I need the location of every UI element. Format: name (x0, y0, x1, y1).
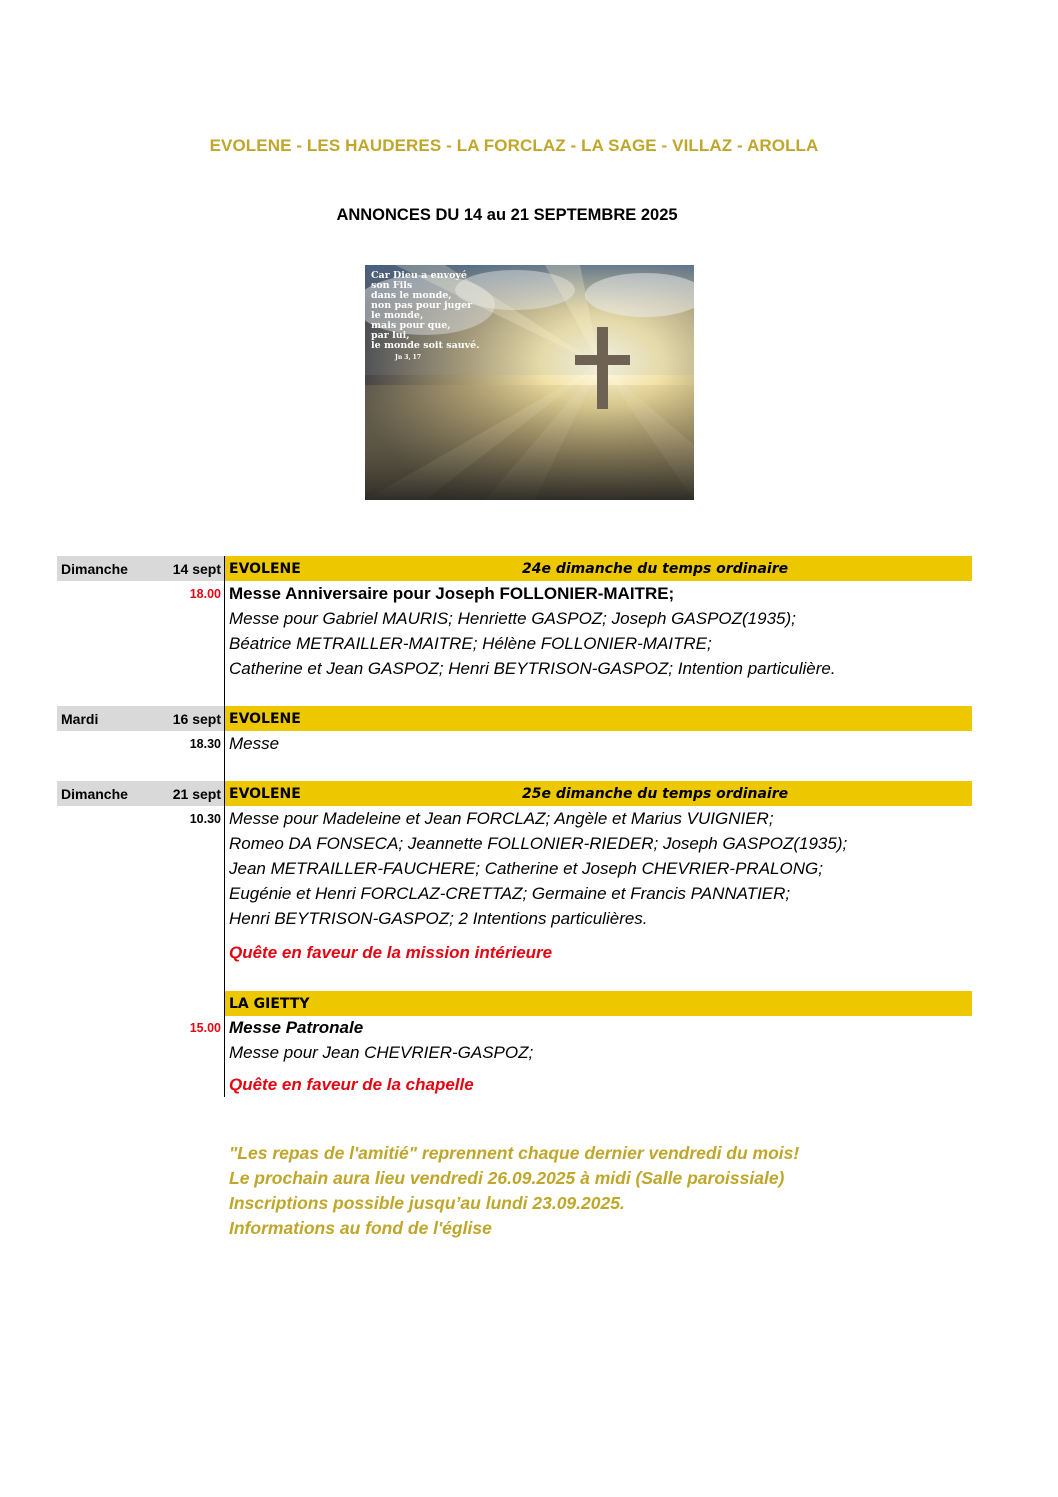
intention-line: Eugénie et Henri FORCLAZ-CRETTAZ; Germaine et Francis PANNATIER; (229, 884, 791, 903)
place-name: EVOLENE (229, 711, 301, 727)
svg-text:non pas pour juger: non pas pour juger (371, 300, 473, 311)
place-name: EVOLENE (229, 561, 301, 577)
day-date: 21 sept (172, 786, 221, 802)
collection-note: Quête en faveur de la mission intérieure (229, 943, 553, 962)
day-date: 16 sept (172, 711, 221, 727)
intention-line: Henri BEYTRISON-GASPOZ; 2 Intentions particulières. (229, 909, 648, 928)
svg-text:le monde soit sauvé.: le monde soit sauvé. (371, 340, 480, 351)
svg-text:Car Dieu a envoyé: Car Dieu a envoyé (371, 270, 467, 281)
intention-line: Béatrice METRAILLER-MAITRE; Hélène FOLLONIER-MAITRE; (229, 634, 712, 653)
mass-time: 10.30 (189, 812, 221, 826)
intention-line: Messe pour Gabriel MAURIS; Henriette GASPOZ; Joseph GASPOZ(1935); (229, 609, 796, 628)
intention-line: Messe pour Madeleine et Jean FORCLAZ; Angèle et Marius VUIGNIER; (229, 809, 774, 828)
place-header-bar (225, 991, 972, 1016)
mass-time: 18.00 (189, 587, 221, 601)
announcements-title: ANNONCES DU 14 au 21 SEPTEMBRE 2025 (336, 206, 678, 224)
liturgical-occasion: 24e dimanche du temps ordinaire (522, 561, 789, 577)
notice-line: Inscriptions possible jusqu’au lundi 23.09.2025. (229, 1193, 625, 1213)
mass-time: 15.00 (189, 1021, 221, 1035)
day-name: Dimanche (61, 561, 128, 577)
place-name: EVOLENE (229, 786, 301, 802)
svg-text:le monde,: le monde, (371, 310, 424, 321)
mass-time: 18.30 (189, 737, 221, 751)
notice-line: Informations au fond de l'église (229, 1218, 492, 1238)
mass-title: Messe Patronale (229, 1018, 364, 1037)
intention-line: Romeo DA FONSECA; Jeannette FOLLONIER-RIEDER; Joseph GASPOZ(1935); (229, 834, 848, 853)
svg-text:mais pour que,: mais pour que, (371, 320, 451, 331)
intention-line: Messe pour Jean CHEVRIER-GASPOZ; (229, 1043, 534, 1062)
svg-text:son Fils: son Fils (371, 280, 413, 291)
cross-image (365, 265, 694, 500)
day-date: 14 sept (172, 561, 221, 577)
day-name: Dimanche (61, 786, 128, 802)
villages-header: EVOLENE - LES HAUDERES - LA FORCLAZ - LA SAGE - VILLAZ - AROLLA (209, 136, 819, 155)
day-name: Mardi (61, 711, 99, 727)
intention-line: Jean METRAILLER-FAUCHERE; Catherine et Joseph CHEVRIER-PRALONG; (229, 859, 823, 878)
svg-text:Jn 3, 17: Jn 3, 17 (395, 354, 421, 361)
place-header-bar (225, 706, 972, 731)
mass-line: Messe (229, 734, 280, 753)
liturgical-occasion: 25e dimanche du temps ordinaire (522, 786, 789, 802)
svg-text:par lui,: par lui, (371, 330, 410, 341)
intention-line: Catherine et Jean GASPOZ; Henri BEYTRISON-GASPOZ; Intention particulière. (229, 659, 836, 678)
collection-note: Quête en faveur de la chapelle (229, 1075, 474, 1094)
svg-text:dans le monde,: dans le monde, (371, 290, 452, 301)
notice-line: Le prochain aura lieu vendredi 26.09.2025 à midi (Salle paroissiale) (229, 1168, 785, 1188)
place-name: LA GIETTY (229, 996, 310, 1012)
mass-title: Messe Anniversaire pour Joseph FOLLONIER-MAITRE; (229, 584, 675, 603)
notice-line: "Les repas de l'amitié" reprennent chaque dernier vendredi du mois! (229, 1143, 800, 1163)
